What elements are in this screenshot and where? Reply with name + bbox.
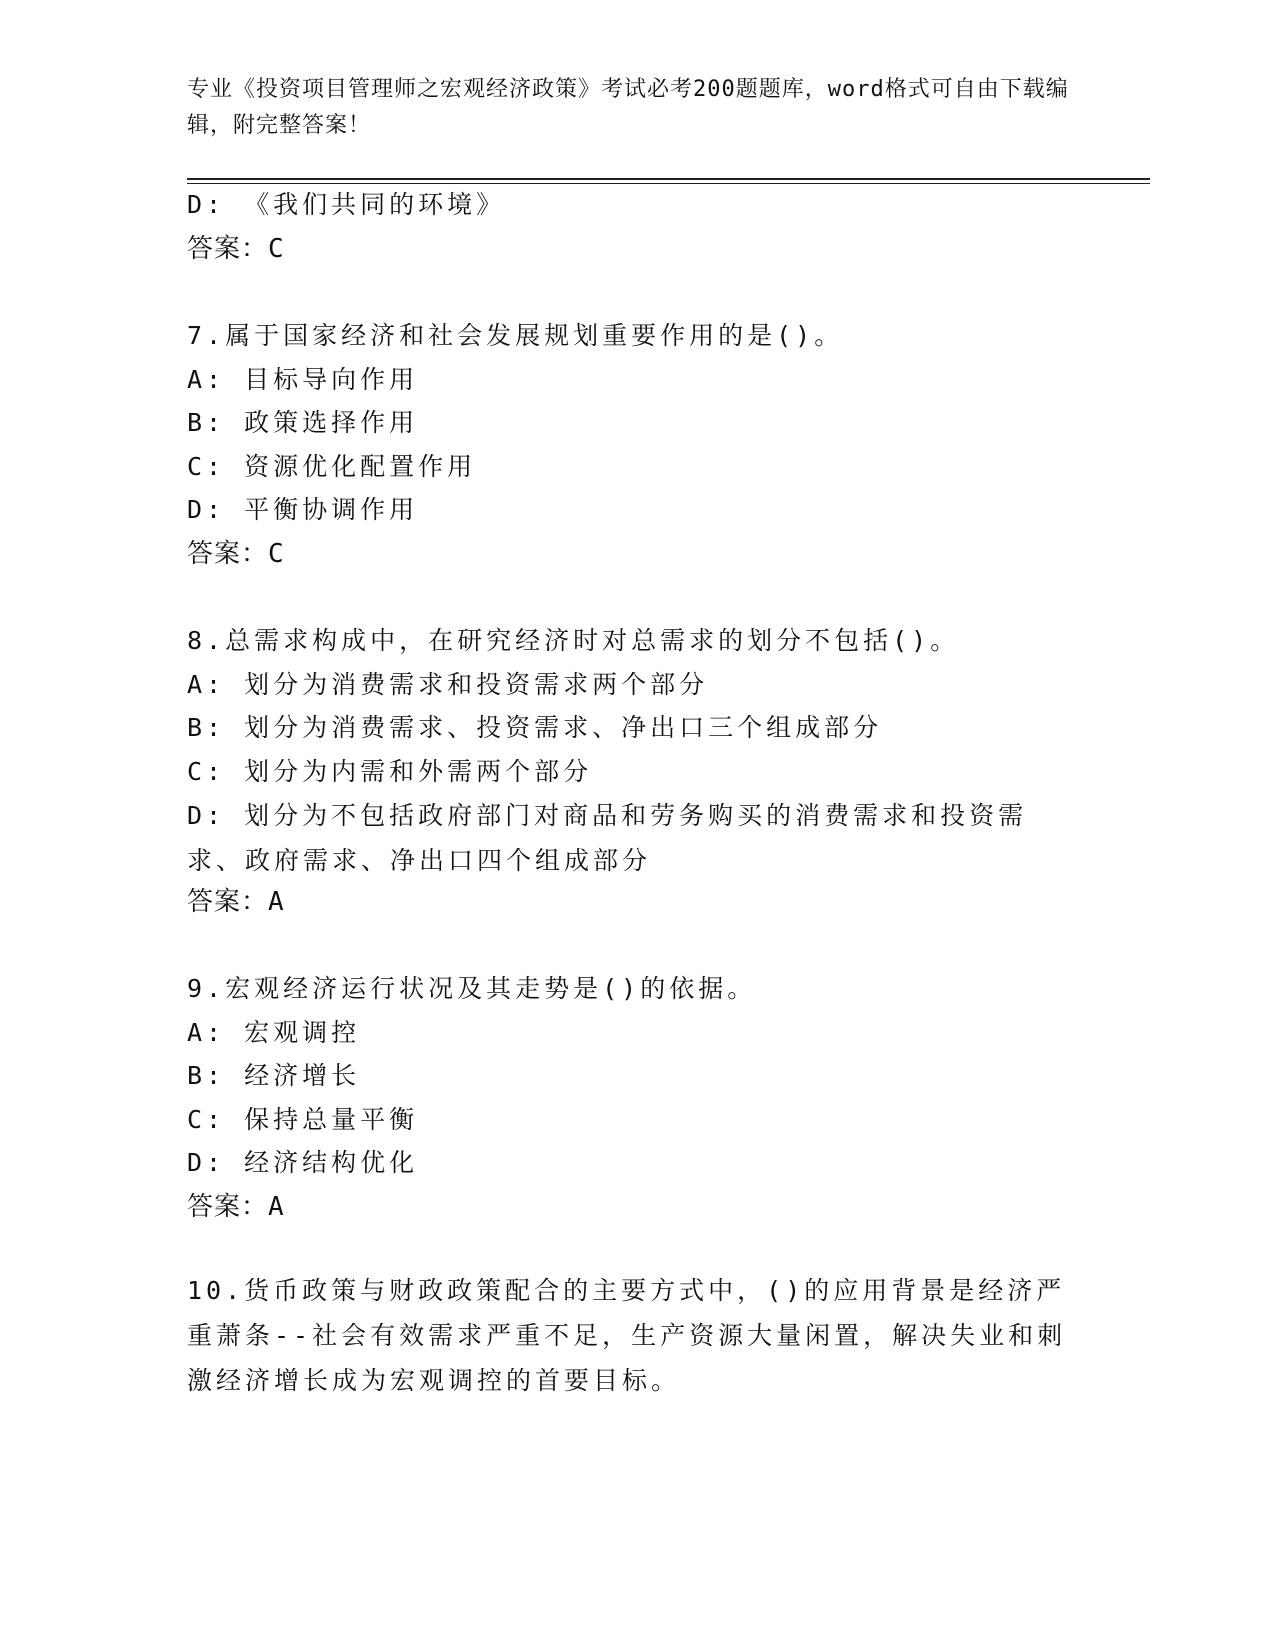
q7-option-a: A: 目标导向作用 [187, 365, 419, 394]
q7-answer: 答案：C [187, 539, 285, 569]
document-header: 专业《投资项目管理师之宏观经济政策》考试必考200题题库，word格式可自由下载编辑，附完整答案！ [187, 77, 1069, 138]
q9-option-d: D: 经济结构优化 [187, 1148, 419, 1177]
q9-option-c: C: 保持总量平衡 [187, 1105, 419, 1134]
q9-answer: 答案：A [187, 1192, 285, 1222]
prev-question-answer: 答案：C [187, 234, 285, 264]
prev-question-option-d: D: 《我们共同的环境》 [187, 190, 506, 219]
q7-option-c: C: 资源优化配置作用 [187, 452, 477, 481]
q8-option-c: C: 划分为内需和外需两个部分 [187, 757, 593, 786]
q8-option-d: D: 划分为不包括政府部门对商品和劳务购买的消费需求和投资需求、政府需求、净出口四个组成部分 [187, 801, 1028, 875]
q8-option-b: B: 划分为消费需求、投资需求、净出口三个组成部分 [187, 713, 883, 742]
header-divider-thin [187, 183, 1150, 184]
q9-option-b: B: 经济增长 [187, 1061, 361, 1090]
q7-option-b: B: 政策选择作用 [187, 408, 419, 437]
q9-option-a: A: 宏观调控 [187, 1018, 361, 1047]
q7-stem: 7.属于国家经济和社会发展规划重要作用的是()。 [187, 321, 844, 350]
q8-option-a: A: 划分为消费需求和投资需求两个部分 [187, 670, 709, 699]
q10-stem: 10.货币政策与财政政策配合的主要方式中，()的应用背景是经济严重萧条--社会有效需求严重不足，生产资源大量闲置，解决失业和刺激经济增长成为宏观调控的首要目标。 [187, 1276, 1067, 1395]
q7-option-d: D: 平衡协调作用 [187, 495, 419, 524]
q9-stem: 9.宏观经济运行状况及其走势是()的依据。 [187, 974, 757, 1003]
q8-stem: 8.总需求构成中，在研究经济时对总需求的划分不包括()。 [187, 626, 960, 655]
q8-answer: 答案：A [187, 887, 285, 917]
header-divider-thick [187, 178, 1150, 180]
